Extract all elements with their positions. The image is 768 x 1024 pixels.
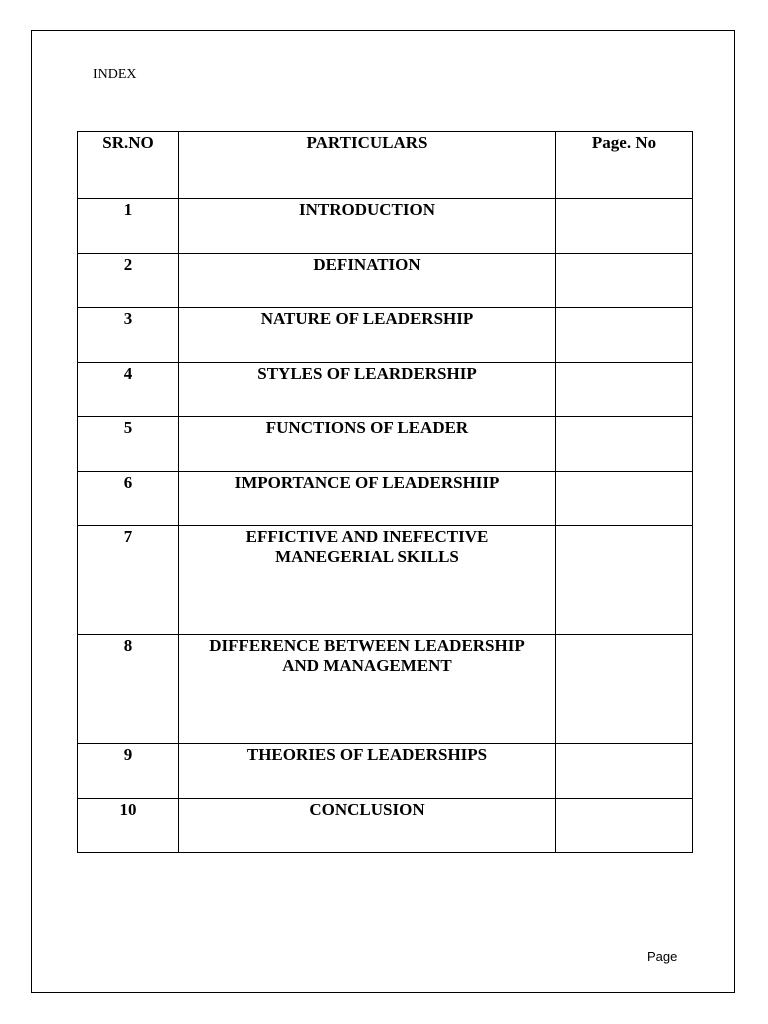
row-sr-no: 4 — [78, 362, 179, 417]
row-particular — [179, 526, 556, 635]
table-row — [78, 635, 693, 744]
row-sr-no: 6 — [78, 471, 179, 526]
row-sr-no: 10 — [78, 798, 179, 853]
row-particular-line1: IMPORTANCE OF LEADERSHIIP — [234, 472, 500, 492]
table-row — [78, 362, 693, 417]
row-particular-line2: MANEGERIAL SKILLS — [275, 547, 459, 566]
row-sr-no: 3 — [78, 308, 179, 363]
table-row — [78, 471, 693, 526]
row-page-no — [556, 253, 693, 308]
row-particular — [179, 417, 556, 472]
row-particular-line1: EFFICTIVE AND INEFECTIVE — [245, 527, 489, 546]
row-sr-no: 8 — [78, 635, 179, 744]
row-sr-no: 7 — [78, 526, 179, 635]
row-page-no — [556, 417, 693, 472]
row-page-no — [556, 635, 693, 744]
row-page-no — [556, 199, 693, 254]
row-particular-line2: AND MANAGEMENT — [282, 656, 452, 675]
row-sr-no: 5 — [78, 417, 179, 472]
row-particular-line1: DIFFERENCE BETWEEN LEADERSHIP — [209, 636, 525, 655]
header-page-no: Page. No — [556, 132, 693, 199]
row-page-no — [556, 798, 693, 853]
row-particular — [179, 635, 556, 744]
table-row — [78, 744, 693, 799]
table-row — [78, 526, 693, 635]
row-particular-line1: DEFINATION — [313, 254, 421, 274]
row-particular — [179, 362, 556, 417]
table-row — [78, 798, 693, 853]
table-row — [78, 308, 693, 363]
row-page-no — [556, 308, 693, 363]
row-particular-line1: FUNCTIONS OF LEADER — [265, 418, 469, 437]
row-page-no — [556, 471, 693, 526]
row-sr-no: 2 — [78, 253, 179, 308]
row-particular-line1: CONCLUSION — [309, 799, 425, 819]
row-page-no — [556, 526, 693, 635]
row-sr-no: 9 — [78, 744, 179, 799]
row-page-no — [556, 362, 693, 417]
row-particular — [179, 744, 556, 799]
footer-page-label: Page — [647, 949, 678, 964]
row-particular — [179, 199, 556, 254]
table-row — [78, 199, 693, 254]
row-particular-line1: NATURE OF LEADERSHIP — [260, 309, 474, 328]
row-particular — [179, 798, 556, 853]
row-particular-line1: STYLES OF LEARDERSHIP — [257, 363, 477, 383]
row-particular-line1: INTRODUCTION — [298, 200, 436, 219]
row-page-no — [556, 744, 693, 799]
header-sr-no: SR.NO — [78, 132, 179, 199]
table-row — [78, 253, 693, 308]
row-particular — [179, 471, 556, 526]
table-header-row — [78, 132, 693, 199]
index-heading: INDEX — [93, 67, 137, 82]
row-sr-no: 1 — [78, 199, 179, 254]
row-particular — [179, 308, 556, 363]
header-particulars: PARTICULARS — [179, 132, 556, 199]
table-row — [78, 417, 693, 472]
index-table — [77, 131, 693, 853]
row-particular — [179, 253, 556, 308]
row-particular-line1: THEORIES OF LEADERSHIPS — [246, 745, 488, 764]
